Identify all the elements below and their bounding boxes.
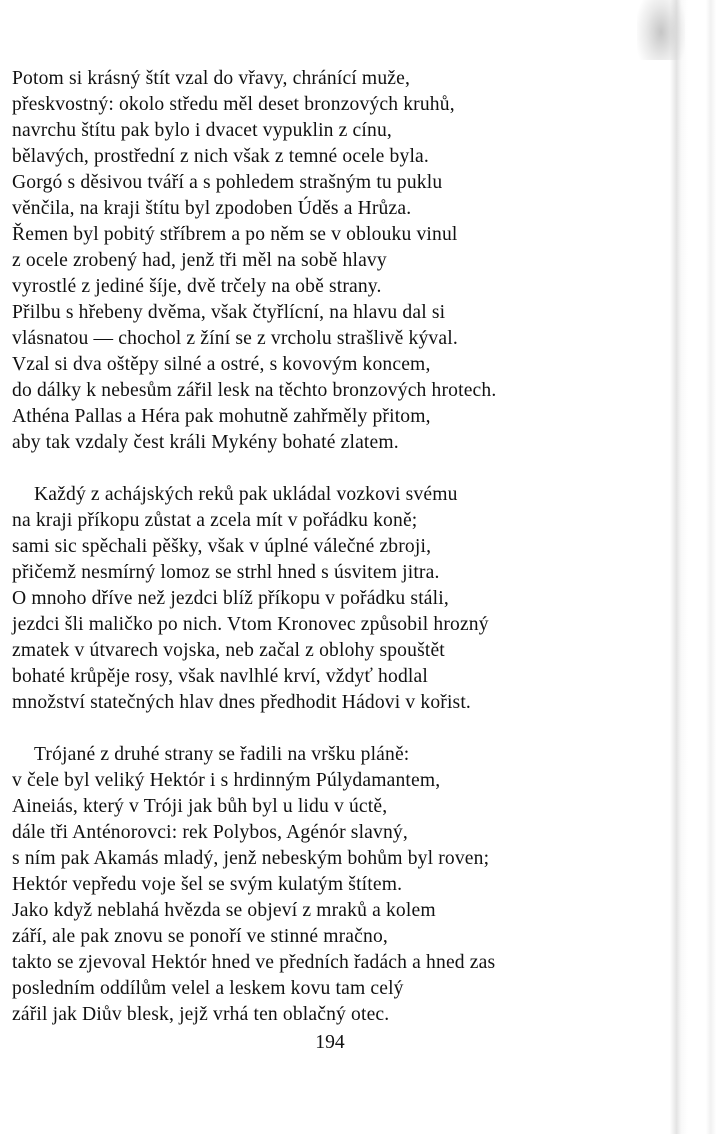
poem-line: takto se zjevoval Hektór hned ve předních řadách a hned zas xyxy=(12,952,496,973)
poem-line: posledním oddílům velel a leskem kovu tam celý xyxy=(12,978,404,999)
poem-line: zmatek v útvarech vojska, neb začal z oblohy spouštět xyxy=(12,640,445,661)
poem-line: Aineiás, který v Tróji jak bůh byl u lidu v úctě, xyxy=(12,796,388,817)
page-number: 194 xyxy=(315,1032,345,1053)
stanza xyxy=(12,66,652,456)
poem-line: v čele byl veliký Hektór i s hrdinným Púlydamantem, xyxy=(12,770,441,791)
poem-line: věnčila, na kraji štítu byl zpodoben Úděs a Hrůza. xyxy=(12,198,412,219)
poem-line: dále tři Anténorovci: rek Polybos, Agénór slavný, xyxy=(12,822,408,843)
poem-line: aby tak vzdaly čest králi Mykény bohaté zlatem. xyxy=(12,432,399,453)
stanza xyxy=(12,482,652,716)
poem-line: zářil jak Diův blesk, jejž vrhá ten oblačný otec. xyxy=(12,1004,390,1025)
poem-line: Trójané z druhé strany se řadili na vršku pláně: xyxy=(34,744,410,765)
poem-line: O mnoho dříve než jezdci blíž příkopu v pořádku stáli, xyxy=(12,588,449,609)
poem-line: Athéna Pallas a Héra pak mohutně zahřměly přitom, xyxy=(12,406,431,427)
stanza xyxy=(12,742,652,1028)
poem-line: do dálky k nebesům zářil lesk na těchto bronzových hrotech. xyxy=(12,380,497,401)
poem-line: z ocele zrobený had, jenž tři měl na sobě hlavy xyxy=(12,250,387,271)
poem-line: Gorgó s děsivou tváří a s pohledem strašným tu puklu xyxy=(12,172,443,193)
poem-line: bohaté krůpěje rosy, však navlhlé krví, vždyť hodlal xyxy=(12,666,428,687)
poem-line: s ním pak Akamás mladý, jenž nebeským bohům byl roven; xyxy=(12,848,490,869)
poem-line: bělavých, prostřední z nich však z temné ocele byla. xyxy=(12,146,429,167)
poem-line: vyrostlé z jediné šíje, dvě trčely na obě strany. xyxy=(12,276,382,297)
poem-line: září, ale pak znovu se ponoří ve stinné mračno, xyxy=(12,926,388,947)
poem-line: sami sic spěchali pěšky, však v úplné válečné zbroji, xyxy=(12,536,432,557)
poem-line: přeskvostný: okolo středu měl deset bronzových kruhů, xyxy=(12,94,455,115)
poem-line: Potom si krásný štít vzal do vřavy, chránící muže, xyxy=(12,68,411,89)
poem-line: Řemen byl pobitý stříbrem a po něm se v oblouku vinul xyxy=(12,224,458,245)
poem-line: Hektór vepředu voje šel se svým kulatým štítem. xyxy=(12,874,403,895)
poem-line: Vzal si dva oštěpy silné a ostré, s kovovým koncem, xyxy=(12,354,431,375)
poem-line: vlásnatou — chochol z žíní se z vrcholu strašlivě kýval. xyxy=(12,328,458,349)
poem-line: Jako když neblahá hvězda se objeví z mraků a kolem xyxy=(12,900,436,921)
poem-body xyxy=(12,66,652,1028)
poem-line: na kraji příkopu zůstat a zcela mít v pořádku koně; xyxy=(12,510,418,531)
page-edge-smudge xyxy=(637,0,685,60)
poem-line: jezdci šli maličko po nich. Vtom Kronovec způsobil hrozný xyxy=(12,614,489,635)
poem-line: navrchu štítu pak bylo i dvacet vypuklin z cínu, xyxy=(12,120,392,141)
poem-line: Každý z achájských reků pak ukládal vozkovi svému xyxy=(34,484,458,505)
poem-line: Přilbu s hřebeny dvěma, však čtyřlícní, na hlavu dal si xyxy=(12,302,446,323)
poem-line: přičemž nesmírný lomoz se strhl hned s úsvitem jitra. xyxy=(12,562,440,583)
poem-line: množství statečných hlav dnes předhodit Hádovi v kořist. xyxy=(12,692,471,713)
